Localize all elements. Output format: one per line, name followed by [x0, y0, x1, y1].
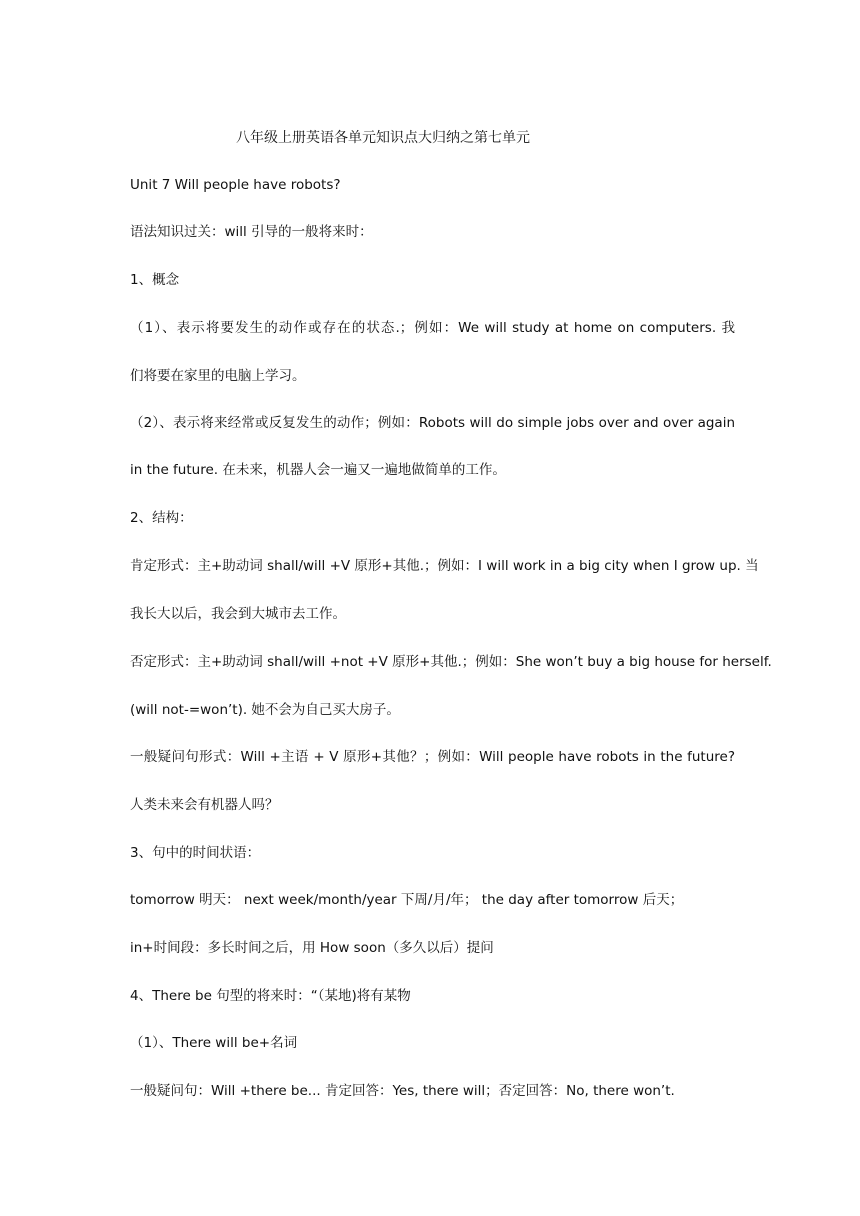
section-time-adverbials: 3、句中的时间状语：	[130, 845, 261, 861]
paragraph-line: 人类未来会有机器人吗？	[130, 797, 279, 813]
grammar-heading: 语法知识过关：will 引导的一般将来时：	[130, 224, 373, 240]
paragraph-line: 们将要在家里的电脑上学习。	[130, 368, 306, 384]
paragraph-line: (will not-=won’t). 她不会为自己买大房子。	[130, 702, 400, 718]
section-there-be: 4、There be 句型的将来时：“（某地)将有某物	[130, 988, 411, 1004]
section-concept: 1、概念	[130, 272, 180, 288]
paragraph-line: in the future. 在未来，机器人会一遍又一遍地做简单的工作。	[130, 462, 506, 478]
unit-heading: Unit 7 Will people have robots?	[130, 177, 341, 193]
paragraph-line: 一般疑问句形式：Will +主语 + V 原形+其他？；例如：Will people have robots in the future?	[130, 749, 735, 765]
paragraph-line: 我长大以后，我会到大城市去工作。	[130, 606, 346, 622]
paragraph-line: tomorrow 明天： next week/month/year 下周/月/年； the day after tomorrow 后天；	[130, 892, 684, 908]
paragraph-line: 一般疑问句：Will +there be... 肯定回答：Yes, there will；否定回答：No, there won’t.	[130, 1083, 675, 1099]
paragraph-line: 否定形式：主+助动词 shall/will +not +V 原形+其他.；例如：She won’t buy a big house for herself.	[130, 654, 772, 670]
paragraph-line: （1）、There will be+名词	[130, 1035, 298, 1051]
document-title: 八年级上册英语各单元知识点大归纳之第七单元	[236, 130, 530, 146]
section-structure: 2、结构：	[130, 510, 193, 526]
paragraph-line: 肯定形式：主+助动词 shall/will +V 原形+其他.；例如：I will work in a big city when I grow up. 当	[130, 558, 759, 574]
paragraph-line: in+时间段：多长时间之后，用 How soon（多久以后）提问	[130, 940, 494, 956]
paragraph-line: （1）、表示将要发生的动作或存在的状态.；例如：We will study at home on computers. 我	[130, 320, 735, 336]
paragraph-line: （2）、表示将来经常或反复发生的动作；例如：Robots will do simple jobs over and over again	[130, 415, 735, 431]
